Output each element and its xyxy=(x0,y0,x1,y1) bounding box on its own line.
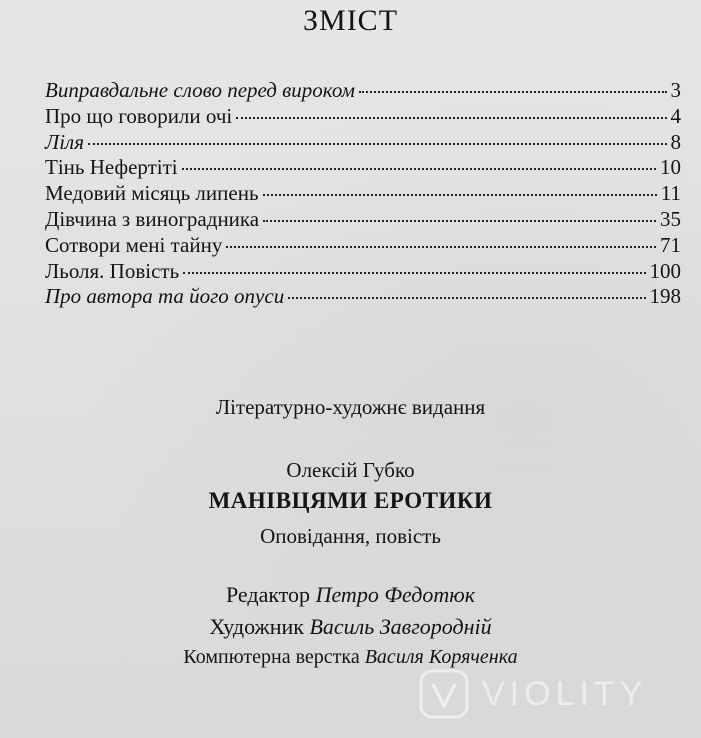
book-genre: Оповідання, повість xyxy=(260,524,441,548)
toc-entry xyxy=(45,207,681,233)
toc-entry xyxy=(45,104,681,130)
toc-leader-dots xyxy=(263,220,656,222)
toc-entry-page: 35 xyxy=(660,206,681,231)
toc-entry xyxy=(45,284,681,310)
toc-entry-page: 100 xyxy=(649,258,681,283)
editor-credit xyxy=(0,582,701,608)
toc-entry-title: Про що говорили очі xyxy=(45,103,233,128)
toc-entry-page: 3 xyxy=(670,78,681,102)
toc-leader-dots xyxy=(88,143,667,145)
toc-entry-page: 11 xyxy=(660,181,681,206)
violity-logo-icon xyxy=(418,668,470,720)
toc-entry-title: Ліля xyxy=(45,129,84,154)
toc-entry-title: Медовий місяць липень xyxy=(45,181,259,206)
toc-entry xyxy=(45,78,681,104)
toc-leader-dots xyxy=(182,168,656,170)
toc-entry-page: 71 xyxy=(660,232,681,257)
artist-credit xyxy=(0,614,701,640)
watermark-text: VIOLITY xyxy=(482,674,648,713)
toc-leader-dots xyxy=(183,272,645,274)
toc-entry-page: 198 xyxy=(649,284,681,309)
artist-name: Василь Завгородній xyxy=(309,614,492,639)
toc-entry-page: 10 xyxy=(660,155,681,180)
toc-entry xyxy=(45,155,681,181)
toc-leader-dots xyxy=(263,194,657,196)
toc-entry-title: Виправдальне слово перед вироком xyxy=(45,78,355,102)
book-author: Олексій Губко xyxy=(286,458,415,482)
toc-entry-title: Льоля. Повість xyxy=(45,258,180,283)
toc-entry-title: Сотвори мені тайну xyxy=(45,232,223,257)
toc-entry-title: Дівчина з виноградника xyxy=(45,206,260,231)
edition-type: Літературно-художнє видання xyxy=(215,395,486,419)
toc-list xyxy=(45,78,681,310)
toc-entry xyxy=(45,181,681,207)
toc-leader-dots xyxy=(359,91,667,93)
editor-label: Редактор xyxy=(225,582,311,607)
toc-leader-dots xyxy=(226,246,656,248)
toc-entry xyxy=(45,259,681,285)
book-title: МАНІВЦЯМИ ЕРОТИКИ xyxy=(208,488,493,513)
watermark xyxy=(418,666,647,722)
editor-name: Петро Федотюк xyxy=(315,582,476,607)
toc-entry-page: 8 xyxy=(670,129,681,154)
toc-entry-page: 4 xyxy=(670,103,681,128)
toc-entry xyxy=(45,130,681,156)
toc-entry-title: Тінь Нефертіті xyxy=(45,155,178,180)
toc-entry-title: Про автора та його опуси xyxy=(45,284,285,309)
layout-label: Компютерна верстка xyxy=(183,646,360,668)
toc-entry xyxy=(45,233,681,259)
toc-leader-dots xyxy=(236,117,666,119)
artist-label: Художник xyxy=(209,614,304,639)
layout-name: Василя Коряченка xyxy=(364,646,518,668)
toc-heading: ЗМІСТ xyxy=(302,4,399,37)
toc-leader-dots xyxy=(288,297,645,299)
